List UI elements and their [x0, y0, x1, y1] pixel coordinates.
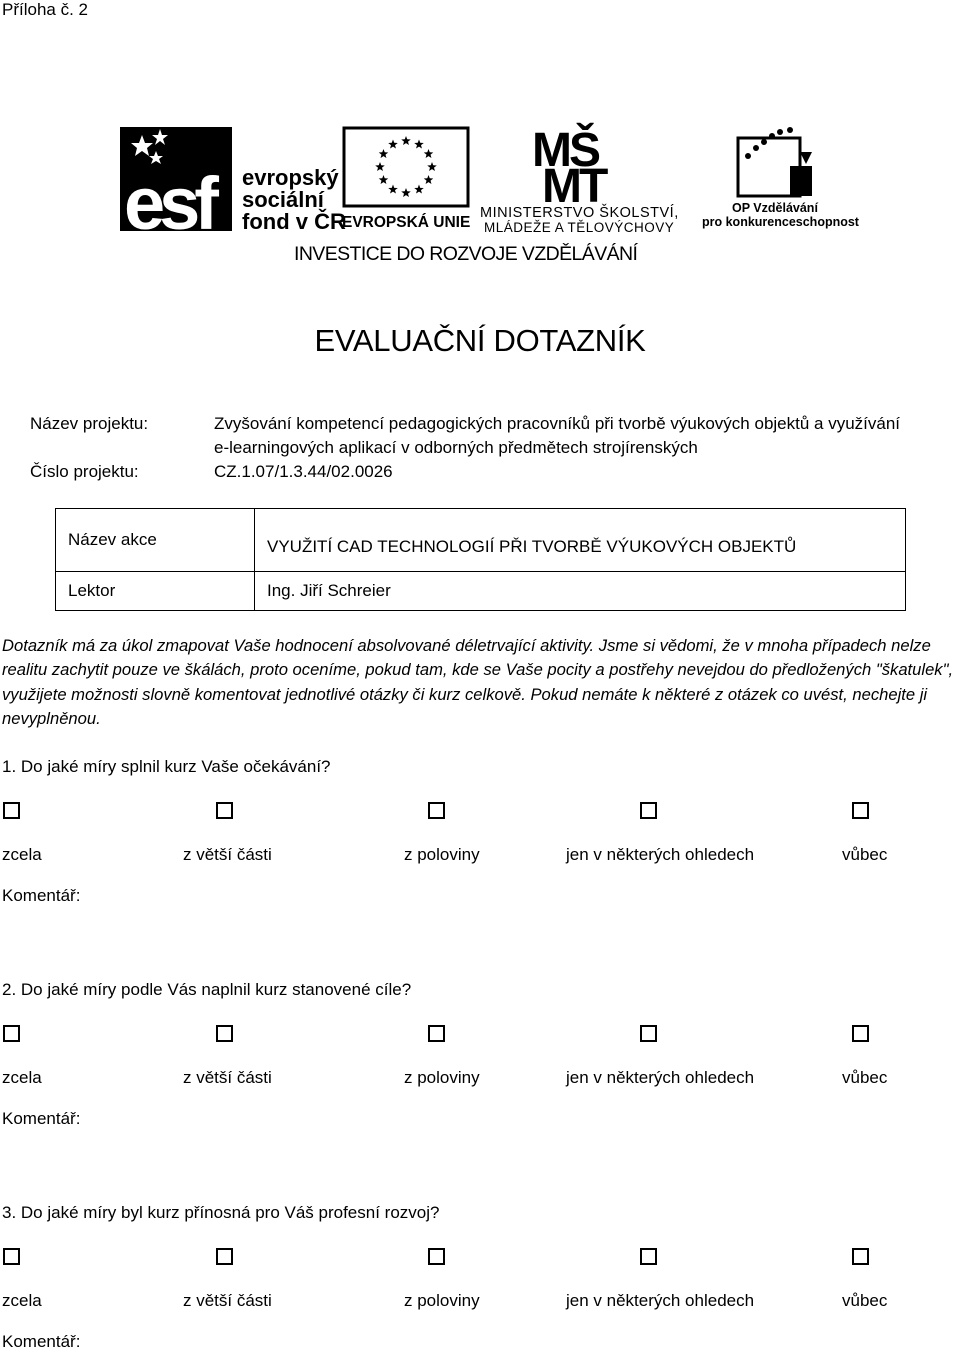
svg-text:MT: MT — [542, 160, 606, 213]
esf-logo — [120, 125, 346, 245]
answer-checkbox[interactable] — [428, 802, 445, 819]
answer-checkbox[interactable] — [216, 1025, 233, 1042]
lecturer-label: Lektor — [56, 572, 255, 611]
answer-option-label: z poloviny — [404, 1291, 480, 1310]
project-number-label: Číslo projektu: — [30, 462, 139, 481]
answer-option-label: zcela — [2, 1068, 42, 1087]
op-line-2: pro konkurenceschopnost — [702, 215, 859, 229]
question-text: 1. Do jaké míry splnil kurz Vaše očekávání? — [2, 757, 331, 776]
event-name-text: VYUŽITÍ CAD TECHNOLOGIÍ PŘI TVORBĚ VÝUKOVÝCH OBJEKTŮ — [267, 537, 797, 556]
answer-checkbox[interactable] — [852, 802, 869, 819]
annex-label: Příloha č. 2 — [2, 0, 88, 19]
comment-label: Komentář: — [2, 1332, 81, 1351]
project-name-line-1: Zvyšování kompetencí pedagogických pracovníků při tvorbě výukových objektů a využívání — [214, 414, 901, 433]
answer-option-label: jen v některých ohledech — [566, 1291, 755, 1310]
answer-checkbox[interactable] — [216, 1248, 233, 1265]
answer-checkbox[interactable] — [852, 1248, 869, 1265]
answer-option-label: z poloviny — [404, 1068, 480, 1087]
answer-checkbox[interactable] — [640, 802, 657, 819]
svg-text:MŠ: MŠ — [532, 124, 598, 177]
answer-option-label: jen v některých ohledech — [566, 1068, 755, 1087]
op-line-1: OP Vzdělávání — [732, 201, 818, 215]
esf-line-1: evropský — [242, 165, 339, 190]
answer-checkbox[interactable] — [852, 1025, 869, 1042]
comment-label: Komentář: — [2, 886, 81, 905]
comment-label: Komentář: — [2, 1109, 81, 1128]
answer-option-label: vůbec — [842, 845, 888, 864]
answer-option-label: z poloviny — [404, 845, 480, 864]
event-name-value — [255, 509, 906, 572]
project-name-line-2: e-learningových aplikací v odborných předmětech strojírenských — [214, 438, 698, 457]
answer-option-label: vůbec — [842, 1068, 888, 1087]
answer-checkbox[interactable] — [216, 802, 233, 819]
intro-text: Dotazník má za úkol zmapovat Vaše hodnocení absolvované déletrvající aktivity. Jsme si vědomi, že v mnoha případech nelze realitu zachytit pouze ve škálách, proto oceníme, pokud tam, kde se Vaše pocity a postřehy nevejdou do předložených "škatulek", využijete možnosti slovně komentovat jednotlivé otázky či kurz celkově. Pokud nemáte k některé z otázek co uvést, nechejte ji nevyplněnou. — [2, 636, 954, 728]
project-number-value: CZ.1.07/1.3.44/02.0026 — [214, 462, 393, 481]
answer-checkbox[interactable] — [640, 1025, 657, 1042]
answer-option-label: vůbec — [842, 1291, 888, 1310]
answer-checkbox[interactable] — [428, 1025, 445, 1042]
answer-option-label: z větší části — [183, 1068, 272, 1087]
answer-checkbox[interactable] — [3, 1025, 20, 1042]
page-title: EVALUAČNÍ DOTAZNÍK — [314, 323, 646, 358]
svg-text:esf: esf — [124, 162, 213, 245]
project-name-label: Název projektu: — [30, 414, 149, 433]
answer-checkbox[interactable] — [428, 1248, 445, 1265]
answer-option-label: zcela — [2, 1291, 42, 1310]
investice-banner: INVESTICE DO ROZVOJE VZDĚLÁVÁNÍ — [294, 243, 638, 265]
answer-checkbox[interactable] — [640, 1248, 657, 1265]
answer-checkbox[interactable] — [3, 1248, 20, 1265]
question-text: 3. Do jaké míry byl kurz přínosná pro Váš profesní rozvoj? — [2, 1203, 440, 1222]
msmt-line-1: MINISTERSTVO ŠKOLSTVÍ, — [480, 205, 679, 221]
event-table — [55, 508, 906, 611]
esf-line-2: sociální — [242, 187, 324, 212]
msmt-line-2: MLÁDEŽE A TĚLOVÝCHOVY — [484, 220, 675, 235]
op-vk-logo — [700, 126, 859, 230]
answer-option-label: jen v některých ohledech — [566, 845, 755, 864]
question-text: 2. Do jaké míry podle Vás naplnil kurz stanovené cíle? — [2, 980, 412, 999]
answer-checkbox[interactable] — [3, 802, 20, 819]
lecturer-value: Ing. Jiří Schreier — [255, 572, 906, 611]
answer-option-label: z větší části — [183, 1291, 272, 1310]
esf-line-3: fond v ČR — [242, 209, 346, 234]
eu-text: EVROPSKÁ UNIE — [342, 214, 471, 231]
answer-option-label: zcela — [2, 845, 42, 864]
eu-flag-logo — [342, 126, 470, 231]
event-name-label: Název akce — [56, 509, 255, 572]
msmt-logo — [480, 122, 695, 234]
answer-option-label: z větší části — [183, 845, 272, 864]
